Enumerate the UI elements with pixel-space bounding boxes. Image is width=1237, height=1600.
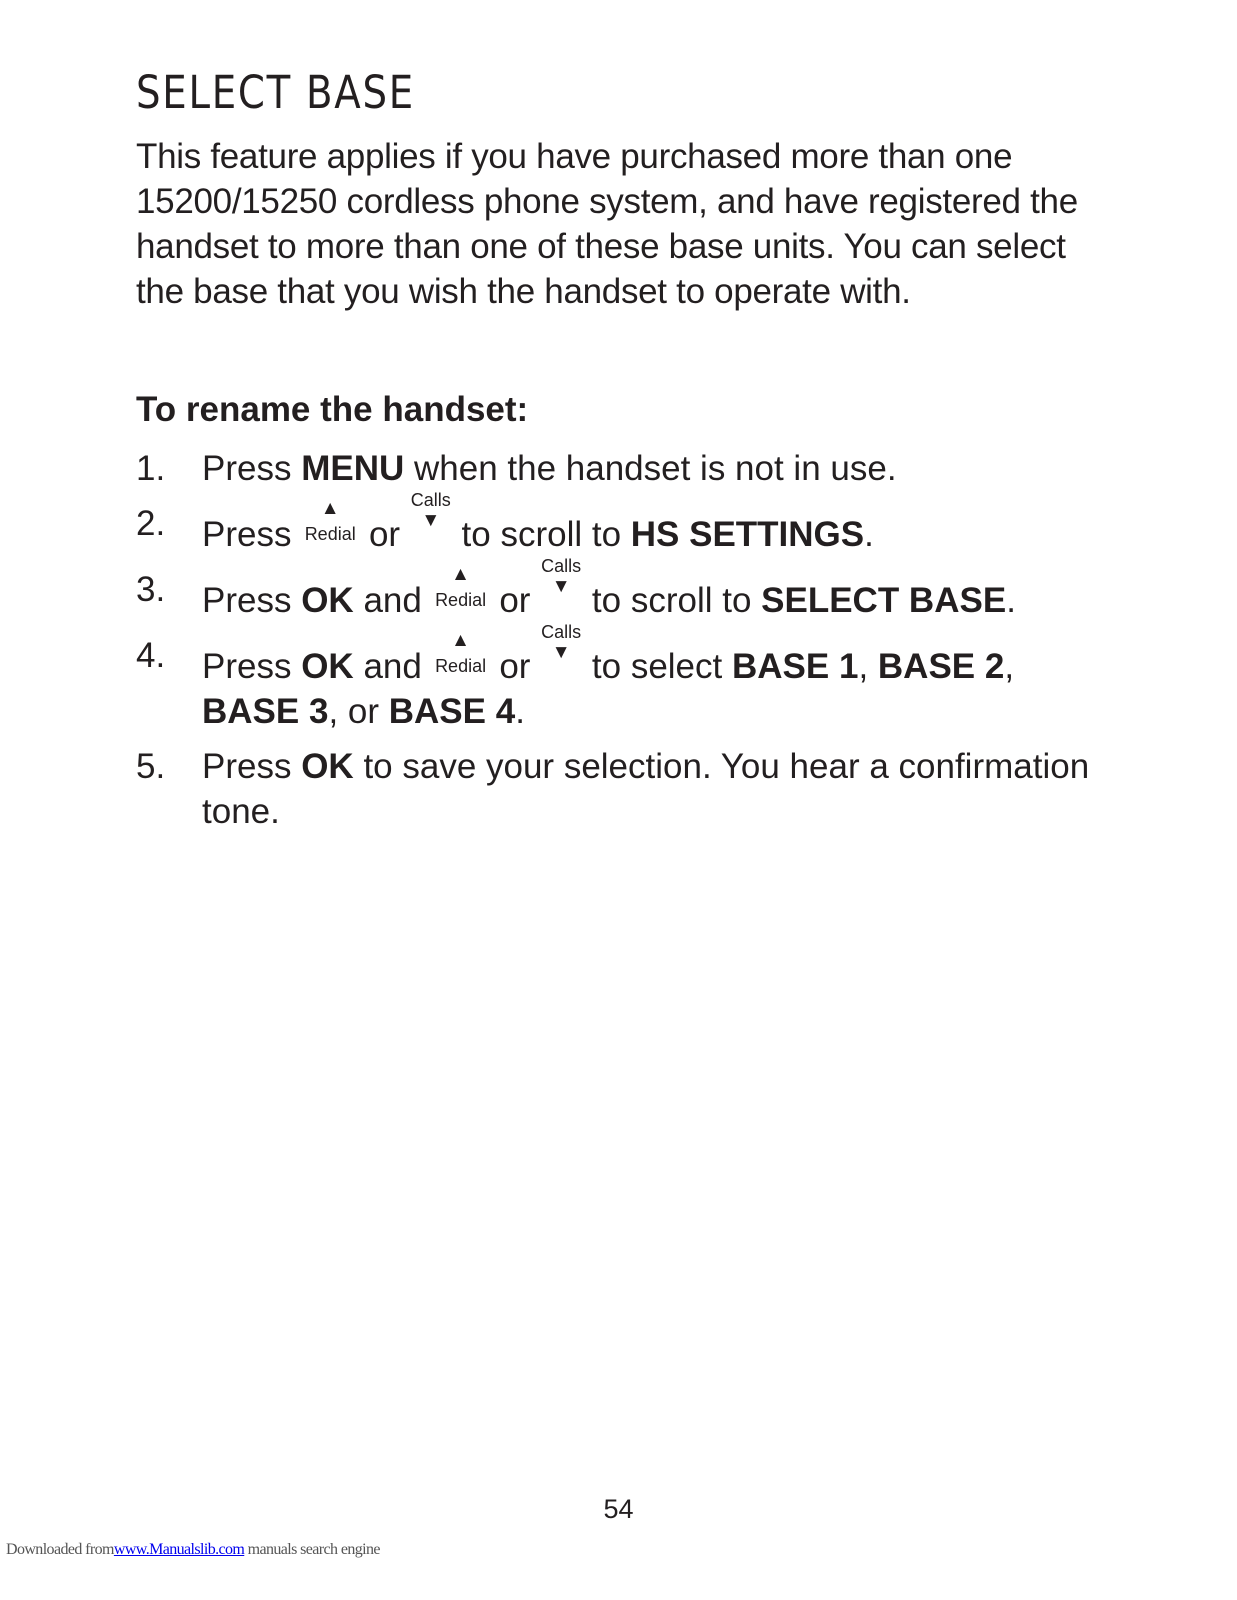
page-title: SELECT BASE [136,66,415,119]
step-text: or [499,647,531,686]
footer-prefix: Downloaded from [6,1541,114,1558]
calls-key-label: Calls [410,490,451,510]
footer-suffix: manuals search engine [247,1541,380,1558]
ok-key-name: OK [301,581,354,620]
step-text: Press [202,647,292,686]
redial-key-label: Redial [304,524,356,544]
step-number: 5. [136,747,166,786]
calls-key-label: Calls [541,556,582,576]
step-text: to select [591,647,723,686]
base-option: BASE 2 [877,647,1005,686]
redial-key-label: Redial [435,590,487,610]
redial-up-key-icon [301,498,359,546]
punctuation: . [1006,581,1016,620]
punctuation: , [858,647,869,686]
step-text: Press [202,515,292,554]
manualslib-link[interactable]: www.Manualslib.com [113,1541,245,1558]
step-text: and [363,647,422,686]
redial-key-label: Redial [435,656,487,676]
step-3 [136,556,1116,623]
punctuation: . [864,515,874,554]
step-number: 4. [136,636,166,675]
down-arrow-icon: ▼ [421,510,441,531]
down-arrow-icon: ▼ [551,642,571,663]
step-text: Press [202,581,292,620]
step-number: 2. [136,504,166,543]
step-text: to save your selection. You hear a confirmation tone. [202,747,1090,831]
instructions-heading: To rename the handset: [136,390,529,429]
calls-down-key-icon [540,556,582,612]
step-text: to scroll to [461,515,622,554]
step-text: when the handset is not in use. [414,449,897,488]
step-4 [136,622,1116,734]
step-number: 3. [136,570,166,609]
step-text: to scroll to [591,581,752,620]
intro-paragraph: This feature applies if you have purchased more than one 15200/15250 cordless phone system, and have registered the handset to more than one of these base units. You can select the base that you wish the handset to operate with. [136,137,1078,311]
menu-key-name: MENU [301,449,405,488]
base-option: BASE 4 [388,692,516,731]
ok-key-name: OK [301,647,354,686]
up-arrow-icon: ▲ [320,498,340,519]
step-text: , or [328,692,380,731]
steps-list [136,446,1116,844]
up-arrow-icon: ▲ [451,564,470,585]
step-number: 1. [136,449,166,488]
calls-down-key-icon [410,490,452,546]
step-text: Press [202,747,292,786]
calls-down-key-icon [540,622,582,678]
step-1 [136,446,1116,491]
calls-key-label: Calls [541,622,582,642]
redial-up-key-icon [432,630,490,678]
base-option: BASE 1 [732,647,859,686]
punctuation: . [515,692,525,731]
step-text: and [363,581,422,620]
step-5 [136,744,1116,834]
ok-key-name: OK [301,747,354,786]
menu-target: HS SETTINGS [630,515,865,554]
redial-up-key-icon [432,564,490,612]
step-text: or [499,581,531,620]
down-arrow-icon: ▼ [551,576,571,597]
base-option: BASE 3 [202,692,329,731]
up-arrow-icon: ▲ [451,630,470,651]
punctuation: , [1004,647,1015,686]
step-2 [136,490,1116,557]
download-footer [6,1541,380,1559]
page-number: 54 [603,1494,634,1524]
menu-target: SELECT BASE [761,581,1007,620]
step-text: or [368,515,401,554]
step-text: Press [202,449,292,488]
